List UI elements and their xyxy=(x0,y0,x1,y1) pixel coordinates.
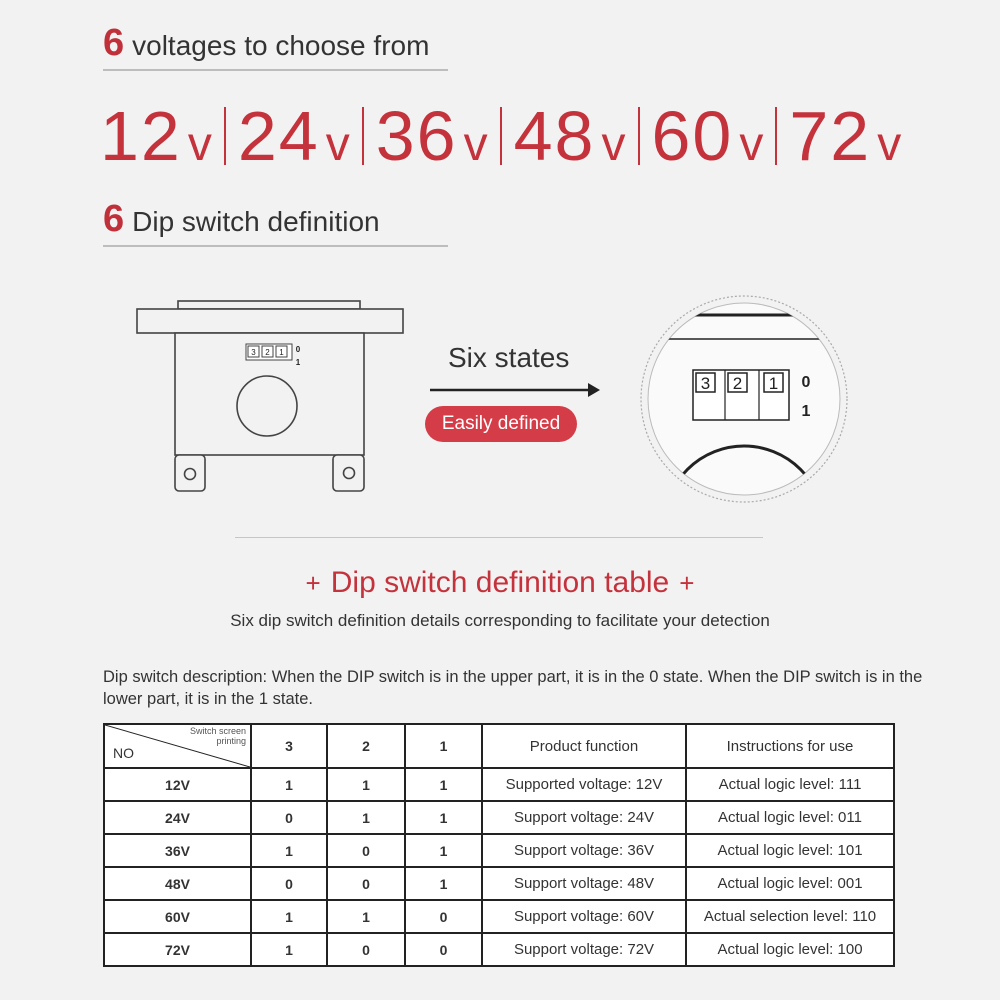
voltage-options-row xyxy=(100,96,901,176)
header-cell: 2 xyxy=(327,724,405,768)
cell-function: Supported voltage: 12V xyxy=(482,768,686,801)
cell-voltage: 24V xyxy=(104,801,251,834)
voltage-option xyxy=(652,96,764,176)
cell-function: Support voltage: 48V xyxy=(482,867,686,900)
arrow-right-icon xyxy=(430,382,602,398)
cell-function: Support voltage: 72V xyxy=(482,933,686,966)
cell-switch-3: 0 xyxy=(251,801,327,834)
voltage-number: 48 xyxy=(513,97,596,175)
cell-instructions: Actual logic level: 101 xyxy=(686,834,894,867)
cell-switch-2: 1 xyxy=(327,801,405,834)
voltage-separator xyxy=(500,107,502,165)
cell-voltage: 36V xyxy=(104,834,251,867)
plus-icon: + xyxy=(679,568,695,598)
header-cell: 3 xyxy=(251,724,327,768)
switch-label: 2 xyxy=(265,348,270,357)
voltage-unit: v xyxy=(187,118,212,171)
switch-label: 3 xyxy=(251,348,256,357)
voltage-separator xyxy=(775,107,777,165)
voltage-number: 12 xyxy=(100,97,182,175)
cell-switch-2: 0 xyxy=(327,834,405,867)
voltage-option xyxy=(514,96,626,176)
cell-switch-1: 0 xyxy=(405,900,482,933)
state-label-1: 1 xyxy=(801,403,811,420)
cell-switch-3: 1 xyxy=(251,900,327,933)
cell-switch-1: 1 xyxy=(405,867,482,900)
corner-bottom-label: NO xyxy=(113,745,134,761)
voltage-unit: v xyxy=(325,118,350,171)
title-underline xyxy=(103,69,448,71)
table-row xyxy=(104,900,894,933)
voltage-option xyxy=(238,96,350,176)
voltage-unit: v xyxy=(739,118,764,171)
cell-switch-1: 0 xyxy=(405,933,482,966)
table-row xyxy=(104,768,894,801)
switch-label: 3 xyxy=(700,374,711,393)
section-text: voltages to choose from xyxy=(132,30,430,61)
state-label-0: 0 xyxy=(295,345,301,354)
cell-switch-2: 0 xyxy=(327,867,405,900)
state-label-0: 0 xyxy=(801,374,811,391)
cell-switch-2: 1 xyxy=(327,768,405,801)
header-cell: Product function xyxy=(482,724,686,768)
table-title: Dip switch definition table xyxy=(330,566,670,599)
header-cell: 1 xyxy=(405,724,482,768)
table-header-row xyxy=(104,724,894,768)
cell-instructions: Actual logic level: 001 xyxy=(686,867,894,900)
section-text: Dip switch definition xyxy=(132,206,380,237)
dip-switch-table xyxy=(103,723,895,967)
corner-top-label: Switch screen printing xyxy=(189,726,246,746)
magnified-switch-detail xyxy=(638,294,850,504)
table-row xyxy=(104,834,894,867)
table-row xyxy=(104,867,894,900)
device-diagram xyxy=(130,295,410,500)
cell-switch-3: 1 xyxy=(251,768,327,801)
cell-switch-1: 1 xyxy=(405,801,482,834)
dip-switch-description: Dip switch description: When the DIP switch is in the upper part, it is in the 0 state. When the DIP switch is in the lower part, it is in the 1 state. xyxy=(103,668,923,708)
title-underline xyxy=(103,245,448,247)
voltage-unit: v xyxy=(601,118,626,171)
switch-label: 2 xyxy=(732,374,743,393)
cell-function: Support voltage: 24V xyxy=(482,801,686,834)
cell-instructions: Actual logic level: 011 xyxy=(686,801,894,834)
voltage-separator xyxy=(224,107,226,165)
cell-switch-3: 1 xyxy=(251,933,327,966)
voltage-number: 72 xyxy=(789,97,872,175)
section-title-voltages xyxy=(103,22,429,65)
header-cell: Instructions for use xyxy=(686,724,894,768)
voltage-number: 24 xyxy=(237,97,320,175)
state-label-1: 1 xyxy=(295,358,301,367)
cell-switch-2: 1 xyxy=(327,900,405,933)
cell-switch-3: 0 xyxy=(251,867,327,900)
voltage-option xyxy=(376,96,488,176)
switch-label: 1 xyxy=(768,374,779,393)
switch-label: 1 xyxy=(279,348,284,357)
cell-voltage: 72V xyxy=(104,933,251,966)
cell-switch-2: 0 xyxy=(327,933,405,966)
section-number: 6 xyxy=(103,22,125,64)
easily-defined-badge: Easily defined xyxy=(425,406,577,442)
section-title-dip-switch xyxy=(103,198,380,241)
table-row xyxy=(104,933,894,966)
voltage-number: 60 xyxy=(651,97,734,175)
voltage-option xyxy=(100,96,212,176)
plus-icon: + xyxy=(305,568,321,598)
cell-instructions: Actual selection level: 110 xyxy=(686,900,894,933)
voltage-unit: v xyxy=(877,118,902,171)
table-corner-cell xyxy=(104,724,251,768)
section-number: 6 xyxy=(103,198,125,240)
voltage-unit: v xyxy=(463,118,488,171)
cell-voltage: 12V xyxy=(104,768,251,801)
cell-switch-3: 1 xyxy=(251,834,327,867)
table-row xyxy=(104,801,894,834)
voltage-number: 36 xyxy=(375,97,458,175)
voltage-option xyxy=(789,96,901,176)
cell-switch-1: 1 xyxy=(405,768,482,801)
cell-function: Support voltage: 36V xyxy=(482,834,686,867)
voltage-separator xyxy=(362,107,364,165)
voltage-separator xyxy=(638,107,640,165)
cell-function: Support voltage: 60V xyxy=(482,900,686,933)
table-heading xyxy=(0,566,1000,600)
table-subtitle: Six dip switch definition details corresponding to facilitate your detection xyxy=(230,611,770,630)
divider xyxy=(235,537,763,538)
cell-voltage: 60V xyxy=(104,900,251,933)
cell-voltage: 48V xyxy=(104,867,251,900)
six-states-label: Six states xyxy=(448,342,570,373)
cell-instructions: Actual logic level: 100 xyxy=(686,933,894,966)
cell-instructions: Actual logic level: 111 xyxy=(686,768,894,801)
cell-switch-1: 1 xyxy=(405,834,482,867)
